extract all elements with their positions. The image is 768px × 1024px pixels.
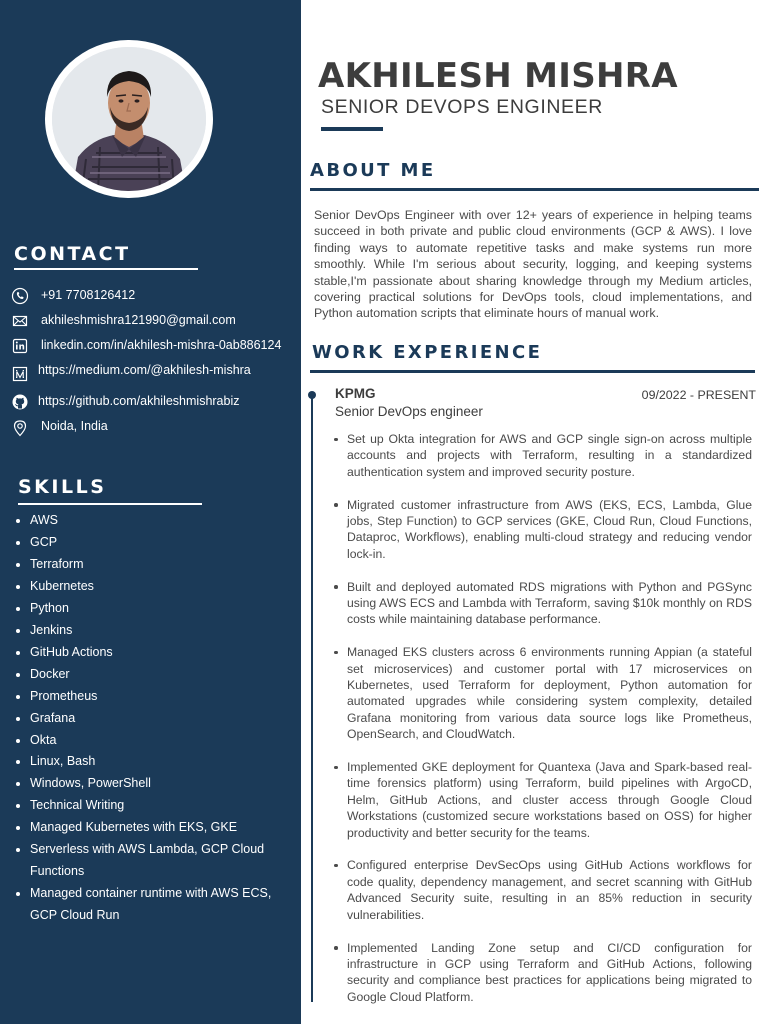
email-icon <box>11 312 29 330</box>
phone-icon <box>11 287 29 305</box>
contact-location-text: Noida, India <box>41 419 108 433</box>
skill-item: Grafana <box>16 708 286 730</box>
contact-email-text: akhileshmishra121990@gmail.com <box>41 313 236 327</box>
job-bullets <box>333 431 752 1022</box>
job-title: Senior DevOps engineer <box>335 404 483 419</box>
github-icon <box>11 393 29 411</box>
experience-heading: WORK EXPERIENCE <box>312 342 543 363</box>
contact-linkedin-text: linkedin.com/in/akhilesh-mishra-0ab886124 <box>41 338 282 352</box>
skills-heading-rule <box>18 503 202 505</box>
skill-item: Prometheus <box>16 686 286 708</box>
skill-item: Linux, Bash <box>16 751 286 773</box>
job-bullet: Managed EKS clusters across 6 environments running Appian (a stateful set microservices) and customer portal with 17 microservices on Kubernetes, used Terraform for deployment, Python automation for automated upgrades while considering system complexity, detailed Grafana monitoring from various data source logs like Prometheus, OpenSearch, and CloudWatch. <box>333 644 752 742</box>
profile-photo-image <box>52 47 206 191</box>
skill-item: Managed Kubernetes with EKS, GKE <box>16 817 286 839</box>
contact-medium-text: https://medium.com/@akhilesh-mishra <box>38 363 251 377</box>
about-heading-rule <box>310 188 759 191</box>
skill-item: Docker <box>16 664 286 686</box>
skill-item: Python <box>16 598 286 620</box>
job-dates: 09/2022 - PRESENT <box>641 388 756 402</box>
skill-item: AWS <box>16 510 286 532</box>
experience-heading-rule <box>310 370 755 373</box>
skills-heading: SKILLS <box>18 476 107 498</box>
skill-item: GitHub Actions <box>16 642 286 664</box>
profile-name: AKHILESH MISHRA <box>318 56 678 96</box>
job-bullet: Implemented Landing Zone setup and CI/CD configuration for infrastructure in GCP using Terraform and GitHub Actions, following security and compliance best practices for applications being migrated to Google Cloud Platform. <box>333 940 752 1006</box>
name-underline <box>321 127 383 131</box>
job-bullet: Implemented GKE deployment for Quantexa (Java and Spark-based real-time forensics platform) using Terraform, build pipelines with ArgoCD, Helm, GitHub Actions, and cluster access through Google Cloud Workstations (customized secure workstations based on OSS) for higher productivity and better security for the teams. <box>333 759 752 841</box>
profile-role: SENIOR DEVOPS ENGINEER <box>321 96 603 118</box>
contact-github[interactable] <box>0 390 301 414</box>
job-bullet: Set up Okta integration for AWS and GCP single sign-on across multiple accounts and projects with Terraform, resulting in a standardized authentication system and improved security posture. <box>333 431 752 480</box>
contact-phone[interactable] <box>0 284 301 308</box>
contact-heading: CONTACT <box>14 243 131 265</box>
job-bullet: Configured enterprise DevSecOps using GitHub Actions workflows for code quality, dependency management, and secret scanning with GitHub Advanced Security suite, resulting in an 85% reduction in security vulnerabilities. <box>333 857 752 923</box>
medium-icon <box>11 365 29 383</box>
timeline-dot <box>308 391 316 399</box>
contact-heading-rule <box>14 268 198 270</box>
contact-github-text: https://github.com/akhileshmishrabiz <box>38 394 240 408</box>
about-heading: ABOUT ME <box>310 160 436 181</box>
contact-location <box>0 415 301 439</box>
skill-item: Kubernetes <box>16 576 286 598</box>
contact-email[interactable] <box>0 309 301 333</box>
job-company: KPMG <box>335 386 376 401</box>
location-icon <box>11 419 29 437</box>
skills-list <box>16 510 286 927</box>
job-bullet: Migrated customer infrastructure from AWS (EKS, ECS, Lambda, Glue jobs, Step Function) to GCP services (GKE, Cloud Run, Cloud Functions, Dataproc, Workflows), enabling multi-cloud strategy and reducing vendor lock-in. <box>333 497 752 563</box>
contact-phone-text: +91 7708126412 <box>41 288 136 302</box>
skill-item: Managed container runtime with AWS ECS, GCP Cloud Run <box>16 883 286 927</box>
job-bullet: Built and deployed automated RDS migrations with Python and PGSync using AWS ECS and Lambda with Terraform, saving $10k monthly on RDS costs while maintaining database performance. <box>333 579 752 628</box>
profile-photo <box>52 47 206 191</box>
about-text: Senior DevOps Engineer with over 12+ years of experience in helping teams succeed in both private and public cloud environments (GCP & AWS). I love finding ways to automate repetitive tasks and make systems run more smoothly. While I'm serious about security, logging, and keeping systems stable,I'm passionate about sharing knowledge through my Medium articles, covering practical solutions for DevOps tools, cloud implementations, and Python automation scripts that eliminate hours of manual work. <box>314 208 752 321</box>
skill-item: Terraform <box>16 554 286 576</box>
skill-item: Serverless with AWS Lambda, GCP Cloud Functions <box>16 839 286 883</box>
timeline-line <box>311 394 313 1002</box>
skill-item: GCP <box>16 532 286 554</box>
sidebar <box>0 0 301 1024</box>
contact-linkedin[interactable] <box>0 334 301 358</box>
linkedin-icon <box>11 337 29 355</box>
skill-item: Jenkins <box>16 620 286 642</box>
skill-item: Okta <box>16 730 286 752</box>
skill-item: Technical Writing <box>16 795 286 817</box>
contact-medium[interactable] <box>0 362 301 386</box>
skill-item: Windows, PowerShell <box>16 773 286 795</box>
